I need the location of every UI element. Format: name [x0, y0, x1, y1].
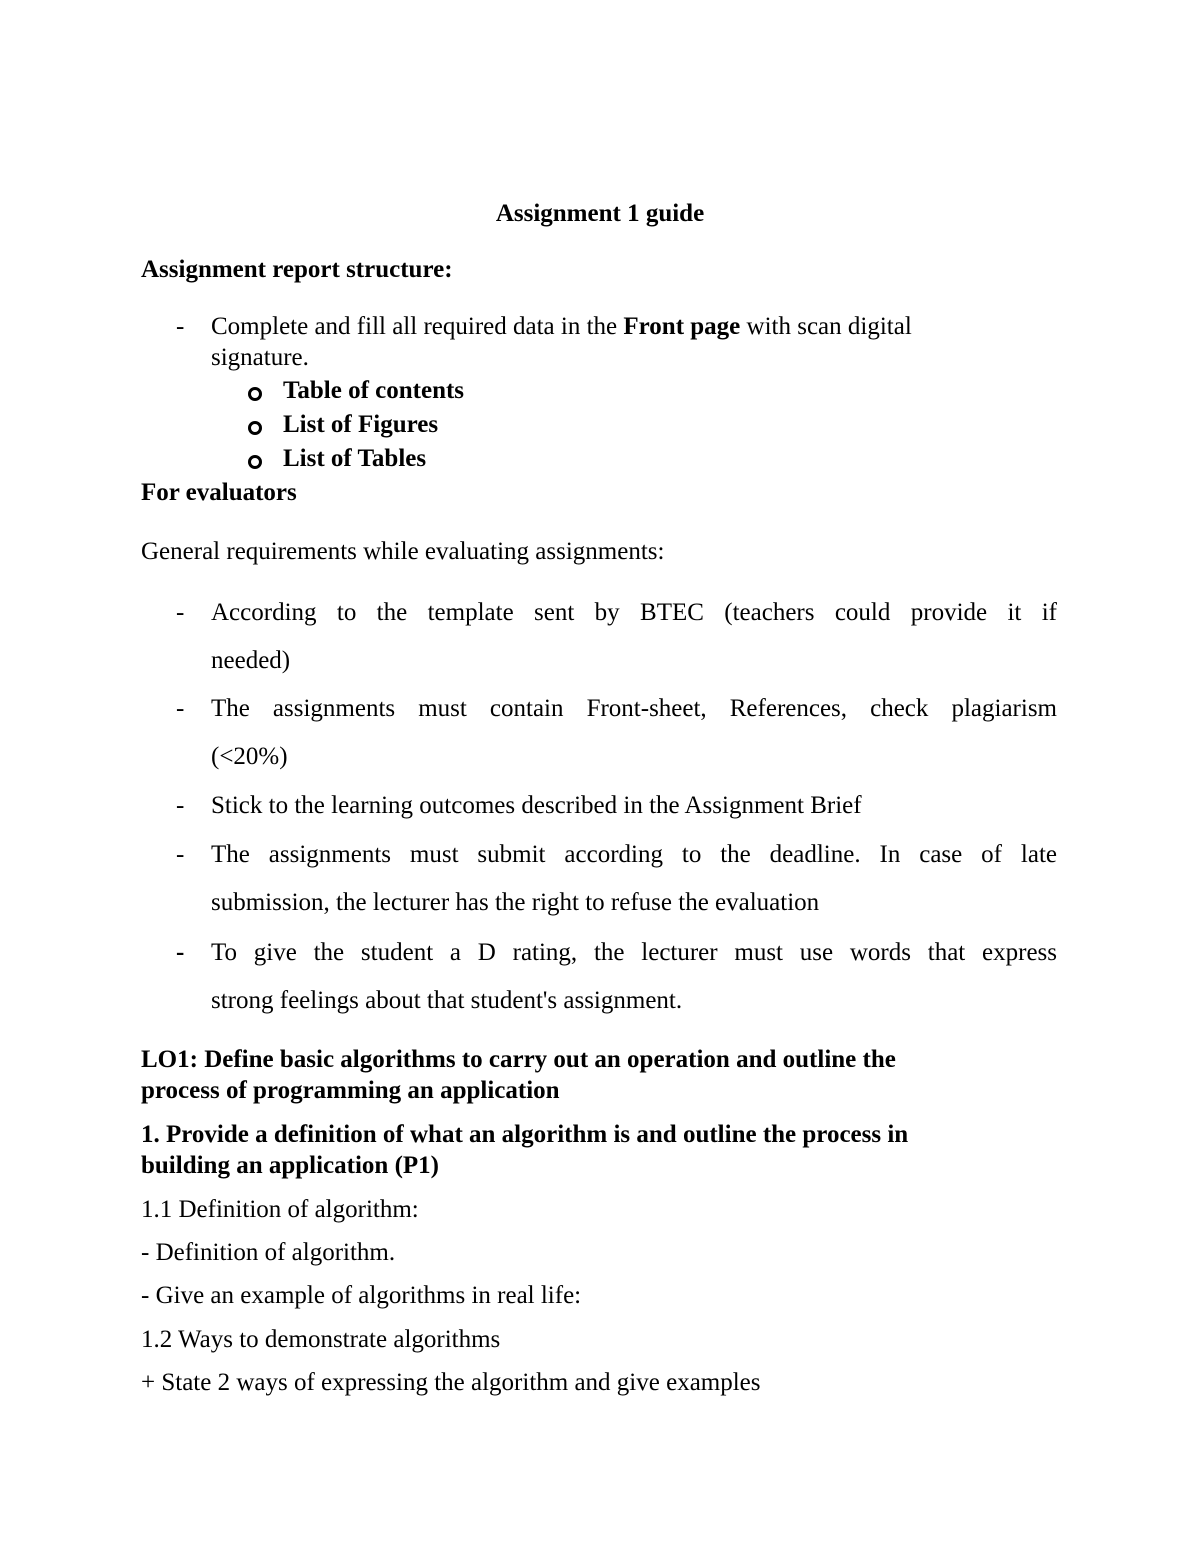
eval-item-5-cont: strong feelings about that student's assignment. — [211, 987, 683, 1014]
eval-item-2: The assignments must contain Front-sheet, References, check plagiarism — [211, 695, 1057, 722]
list-dash: - — [176, 841, 185, 868]
lo1-heading-cont: process of programming an application — [141, 1077, 560, 1104]
section-1-2: 1.2 Ways to demonstrate algorithms — [141, 1326, 501, 1353]
eval-item-4: The assignments must submit according to the deadline. In case of late — [211, 841, 1057, 868]
general-requirements: General requirements while evaluating assignments: — [141, 538, 665, 565]
front-page-bold: Front page — [623, 313, 741, 340]
sub-item-toc: Table of contents — [283, 377, 465, 404]
lo1-heading: LO1: Define basic algorithms to carry out an operation and outline the — [141, 1046, 896, 1073]
document-title: Assignment 1 guide — [495, 200, 705, 227]
text-span: with scan digital — [740, 313, 912, 340]
list-dash: - — [176, 599, 185, 626]
p1-heading: 1. Provide a definition of what an algorithm is and outline the process in — [141, 1121, 909, 1148]
circle-bullet-icon — [248, 387, 262, 401]
section-1-1: 1.1 Definition of algorithm: — [141, 1196, 419, 1223]
list-dash: - — [176, 695, 185, 722]
evaluators-heading: For evaluators — [141, 479, 297, 506]
sub-item-tables: List of Tables — [283, 445, 427, 472]
eval-item-5: To give the student a D rating, the lecturer must use words that express — [211, 939, 1057, 966]
section-1-2-item-a: + State 2 ways of expressing the algorithm and give examples — [141, 1369, 761, 1396]
list-dash: - — [176, 792, 185, 819]
text-span: Complete and fill all required data in the — [211, 313, 624, 340]
eval-item-1: According to the template sent by BTEC (teachers could provide it if — [211, 599, 1057, 626]
section-1-1-item-a: - Definition of algorithm. — [141, 1239, 396, 1266]
eval-item-3: Stick to the learning outcomes described in the Assignment Brief — [211, 792, 862, 819]
section-1-1-item-b: - Give an example of algorithms in real life: — [141, 1282, 582, 1309]
sub-item-figures: List of Figures — [283, 411, 439, 438]
circle-bullet-icon — [248, 455, 262, 469]
structure-heading: Assignment report structure: — [141, 256, 453, 283]
list-dash: - — [176, 939, 185, 966]
list-dash: - — [176, 313, 185, 340]
p1-heading-cont: building an application (P1) — [141, 1152, 439, 1179]
structure-item-front-page — [211, 313, 912, 341]
eval-item-2-cont: (<20%) — [211, 743, 288, 770]
structure-item-front-page-cont: signature. — [211, 344, 309, 371]
circle-bullet-icon — [248, 421, 262, 435]
eval-item-1-cont: needed) — [211, 647, 291, 674]
eval-item-4-cont: submission, the lecturer has the right to refuse the evaluation — [211, 889, 820, 916]
